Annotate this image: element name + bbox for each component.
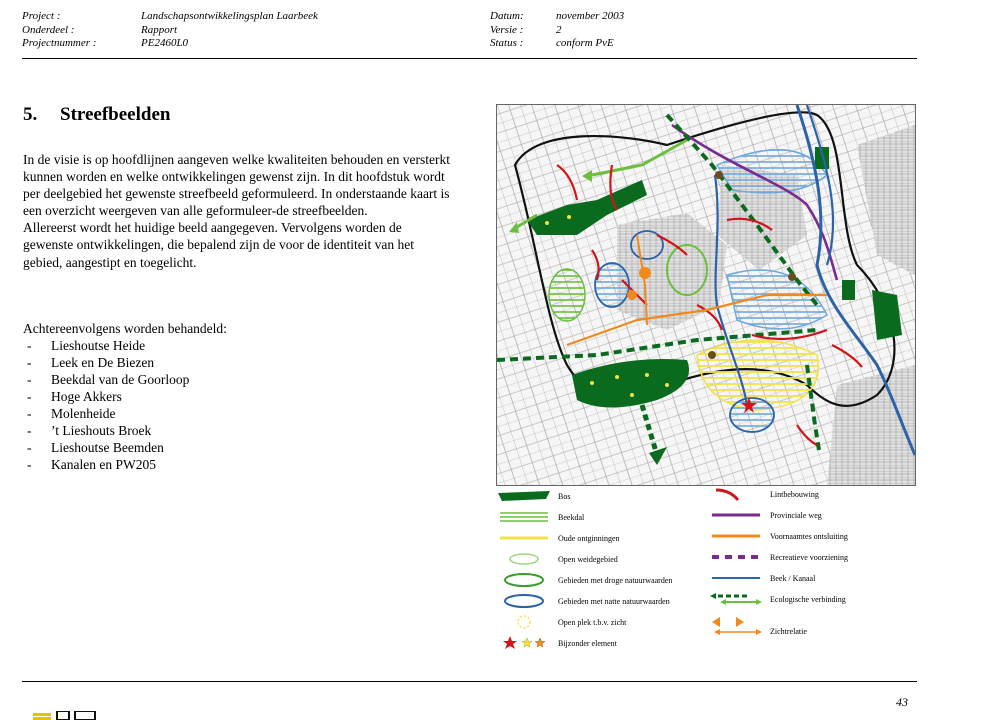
legend-item: Gebieden met natte natuurwaarden: [496, 593, 670, 609]
junction-marker: [715, 171, 723, 179]
legend-item: Oude ontginningen: [496, 530, 620, 546]
header-label-versie: Versie :: [490, 23, 524, 36]
legend-item: Beek / Kanaal: [708, 570, 815, 586]
orange-line-icon: [708, 529, 764, 543]
zichtrelatie-marker: [627, 290, 637, 300]
legend-item: Beekdal: [496, 509, 584, 525]
junction-marker: [788, 273, 796, 281]
legend-item: Open weidegebied: [496, 551, 618, 567]
legend-item: Open plek t.b.v. zicht: [496, 614, 626, 630]
header-label-projectnummer: Projectnummer :: [22, 37, 97, 50]
header-label-onderdeel: Onderdeel :: [22, 23, 75, 36]
list-item: - Leek en De Biezen: [27, 355, 155, 370]
yellow-line-icon: [496, 531, 552, 545]
header-label-status: Status :: [490, 37, 524, 50]
ecological-arrow-icon: [708, 591, 764, 607]
stars-icon: [496, 635, 552, 651]
page-header: [22, 10, 917, 58]
light-green-ellipse-icon: [496, 552, 552, 566]
header-values: [141, 10, 318, 51]
footer-rule: [22, 681, 917, 682]
legend-item: Lintbebouwing: [708, 486, 819, 502]
header-value-onderdeel: Rapport: [141, 23, 178, 36]
section-title: Streefbeelden: [60, 104, 171, 125]
legend-item: Voornaamtes ontsluiting: [708, 528, 848, 544]
header-value-project: Landschapsontwikkelingsplan Laarbeek: [141, 10, 318, 22]
purple-dashed-line-icon: [708, 550, 764, 564]
legend-item: Ecologische verbinding: [708, 591, 846, 607]
bos-area: [842, 280, 855, 300]
legend-item: Bos: [496, 488, 570, 504]
header-labels-right: [490, 10, 524, 51]
page-title: [23, 104, 170, 126]
intro-text: [23, 151, 453, 271]
header-values-right: [556, 10, 624, 51]
header-labels: [22, 10, 96, 51]
legend-item: Provinciale weg: [708, 507, 822, 523]
list-item: - ’t Lieshouts Broek: [27, 423, 152, 438]
purple-line-icon: [708, 508, 764, 522]
beekdal-lines-icon: [496, 510, 552, 524]
header-value-datum: november 2003: [556, 10, 625, 22]
header-label-datum: Datum:: [490, 10, 524, 22]
legend-item: Bijzonder element: [496, 635, 617, 651]
list-item: - Lieshoutse Beemden: [27, 440, 164, 455]
header-label-project: Project :: [22, 10, 61, 22]
green-ellipse-icon: [496, 573, 552, 587]
map-legend: [496, 486, 916, 656]
legend-item: Gebieden met droge natuurwaarden: [496, 572, 672, 588]
list-item: - Lieshoutse Heide: [27, 338, 146, 353]
natte-natuur-area: [595, 263, 629, 307]
legend-item: Zichtrelatie: [708, 614, 807, 638]
header-value-status: conform PvE: [556, 37, 614, 50]
intro-paragraph: Allereerst wordt het huidige beeld aangegeven. Vervolgens worden de gewenste ontwikkelingen, die bepalend zijn de voor de identiteit van het gebied, aangestipt en toegelicht.: [23, 220, 415, 270]
red-arc-icon: [708, 486, 764, 502]
company-logo: [33, 711, 103, 720]
subject-list: [23, 320, 227, 473]
list-item: - Beekdal van de Goorloop: [27, 372, 190, 387]
blue-line-icon: [708, 571, 764, 585]
header-value-versie: 2: [556, 23, 562, 36]
zichtrelatie-marker: [639, 267, 651, 279]
beekdal-area: [549, 269, 585, 321]
list-item: - Molenheide: [27, 406, 116, 421]
junction-marker: [708, 351, 716, 359]
page-number: 43: [896, 695, 908, 709]
blue-ellipse-icon: [496, 594, 552, 608]
dotted-yellow-circle-icon: [496, 615, 552, 629]
header-value-projectnummer: PE2460L0: [141, 37, 189, 50]
list-intro: Achtereenvolgens worden behandeld:: [23, 321, 227, 336]
intro-paragraph: In de visie is op hoofdlijnen aangeven welke kwaliteiten behouden en versterkt kunnen worden en welke ontwikkelingen gewenst zijn. In dit hoofdstuk wordt per deelgebied het gewenste streefbeeld geformuleerd. In onderstaande kaart is een overzicht weergeven van alle geformuleer-de streefbeelden.: [23, 152, 450, 219]
orange-arrows-icon: [708, 615, 764, 637]
header-rule: [22, 58, 917, 59]
streefbeelden-map: [496, 104, 916, 486]
list-item: - Hoge Akkers: [27, 389, 122, 404]
list-item: - Kanalen en PW205: [27, 457, 156, 472]
section-number: 5.: [23, 104, 38, 125]
legend-item: Recreatieve voorziening: [708, 549, 848, 565]
bos-swatch-icon: [496, 489, 552, 503]
